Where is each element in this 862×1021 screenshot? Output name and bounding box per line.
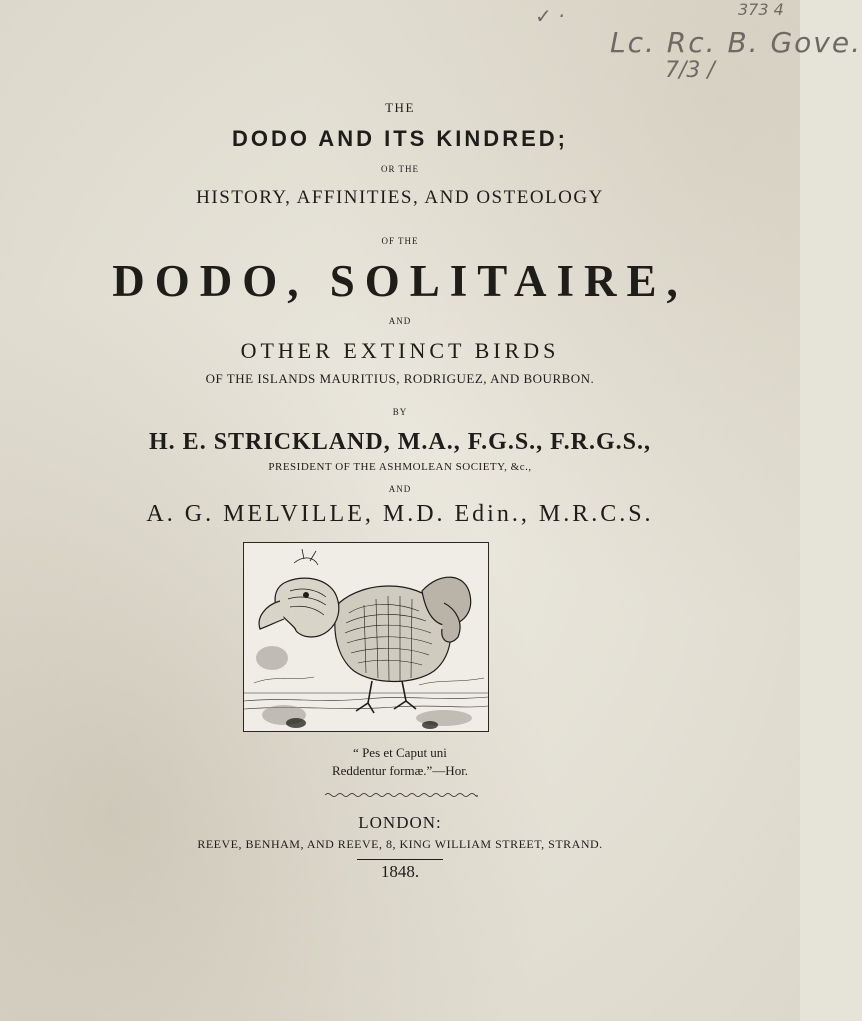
author-strickland-title: PRESIDENT OF THE ASHMOLEAN SOCIETY, &c.,	[268, 461, 532, 473]
publication-year: 1848.	[380, 862, 420, 881]
dodo-engraving	[243, 542, 489, 732]
epigraph-line-2: Reddentur formæ.”—Hor.	[331, 763, 469, 778]
islands-line: OF THE ISLANDS MAURITIUS, RODRIGUEZ, AND BOURBON.	[205, 371, 595, 386]
epigraph-line-1: “ Pes et Caput uni	[353, 745, 447, 760]
main-title: DODO AND ITS KINDRED;	[232, 126, 568, 151]
history-line: HISTORY, AFFINITIES, AND OSTEOLOGY	[196, 187, 604, 208]
author-strickland: H. E. STRICKLAND, M.A., F.G.S., F.R.G.S.,	[149, 429, 651, 455]
year-rule	[357, 859, 443, 860]
and-label: AND	[388, 316, 412, 326]
by-label: BY	[392, 407, 408, 417]
pencil-mark-left: ✓ ·	[535, 4, 565, 28]
and-label-2: AND	[388, 484, 412, 494]
wavy-divider	[325, 792, 477, 798]
pencil-catalog-number: 373 4	[738, 0, 784, 19]
author-melville: A. G. MELVILLE, M.D. Edin., M.R.C.S.	[146, 501, 654, 527]
of-the-label: OF THE	[381, 236, 419, 246]
title-the: THE	[385, 100, 415, 115]
or-the-label: OR THE	[380, 164, 420, 174]
other-birds-title: OTHER EXTINCT BIRDS	[240, 338, 560, 363]
dodo-solitaire-title: DODO, SOLITAIRE,	[112, 256, 688, 306]
place-london: LONDON:	[358, 813, 442, 832]
publisher-line: REEVE, BENHAM, AND REEVE, 8, KING WILLIAM STREET, STRAND.	[197, 837, 603, 851]
pencil-shelf-mark: 7/3 /	[665, 58, 715, 83]
pencil-scrawl: Lc. Rc. B. Gove.	[610, 26, 862, 59]
dodo-illustration-icon	[244, 543, 488, 731]
